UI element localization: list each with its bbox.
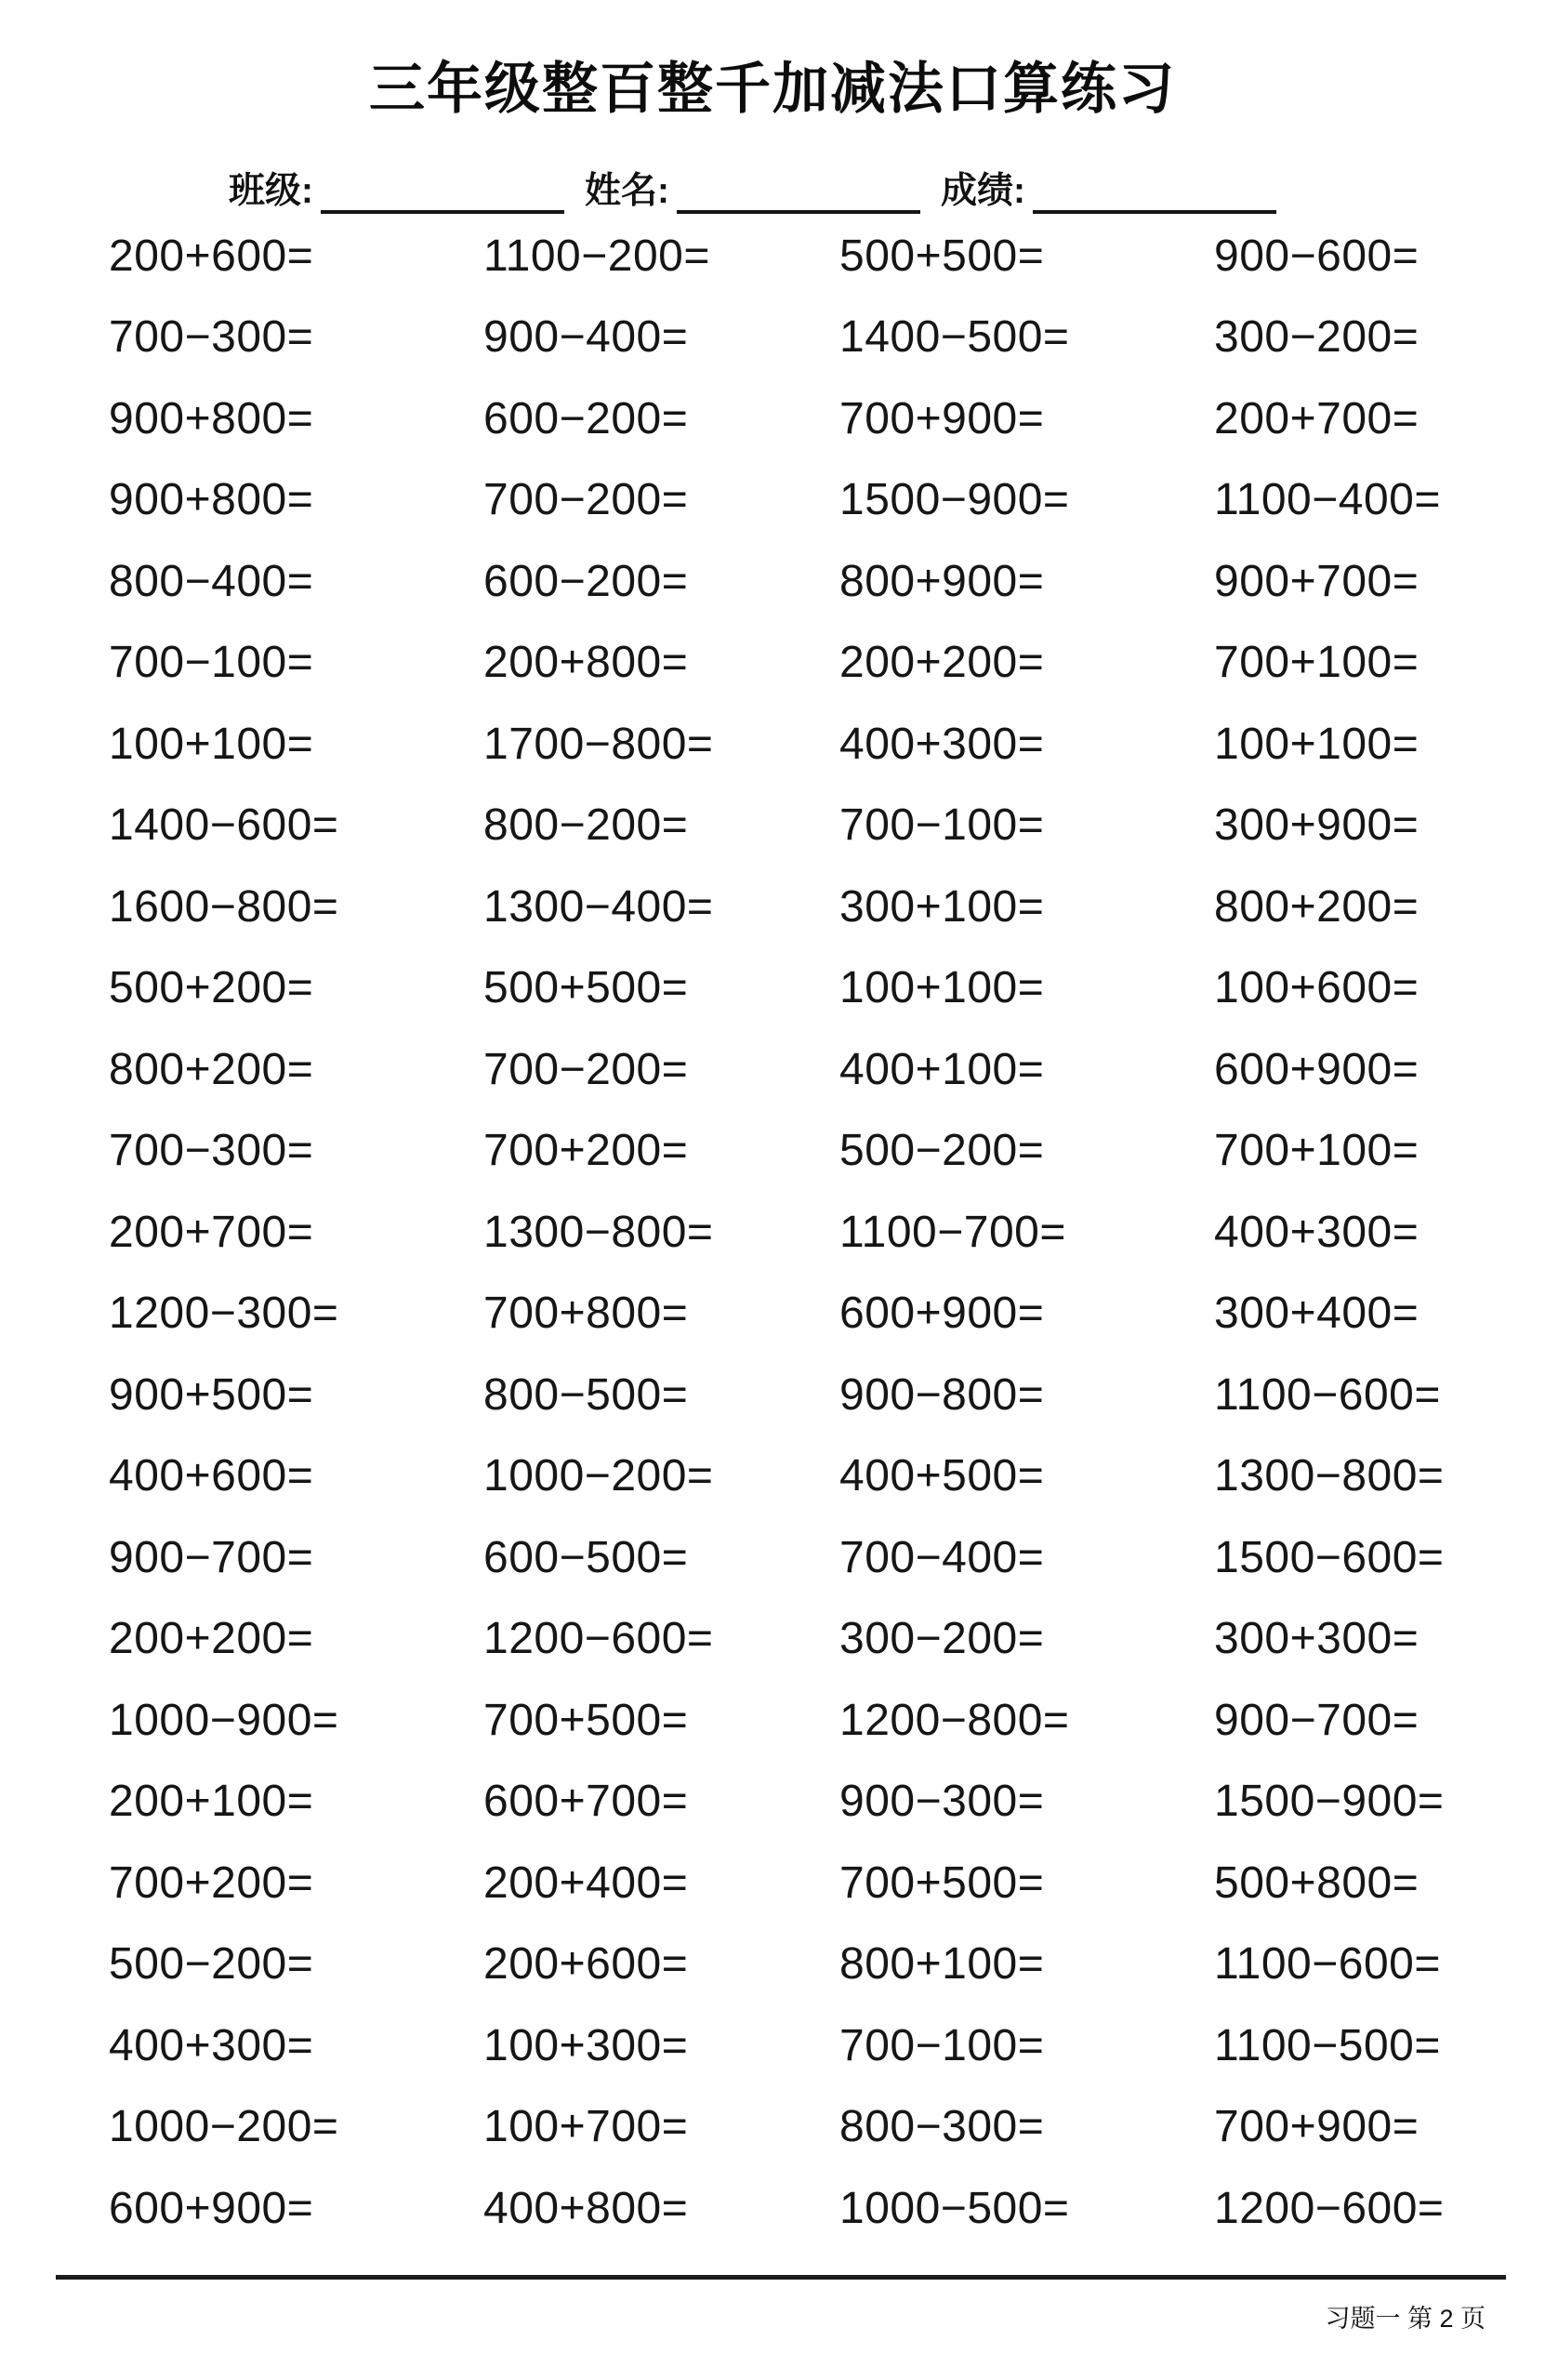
math-problem: 1100−600= (1214, 1369, 1441, 1420)
math-problem: 400+300= (109, 2020, 314, 2070)
math-problem: 700−300= (109, 312, 314, 363)
math-problem: 700+200= (483, 1126, 689, 1176)
math-problem: 100+100= (839, 963, 1045, 1013)
math-problem: 500+200= (109, 963, 314, 1013)
math-problem: 800+100= (839, 1939, 1045, 1990)
name-label: 姓名: (585, 171, 669, 211)
math-problem: 200+200= (109, 1614, 314, 1664)
student-info-header (229, 170, 1276, 214)
math-problem: 900−700= (1214, 1695, 1420, 1745)
math-problem: 600+900= (1214, 1044, 1420, 1094)
math-problem: 1100−600= (1214, 1939, 1441, 1990)
math-problem: 200+200= (839, 638, 1045, 688)
math-problem: 1500−900= (1214, 1777, 1445, 1827)
math-problem: 400+300= (839, 719, 1045, 769)
math-problem: 100+100= (109, 719, 314, 769)
math-problem: 1000−900= (109, 1695, 339, 1745)
math-problem: 1700−800= (483, 719, 714, 769)
math-problem: 800−500= (483, 1369, 689, 1420)
math-problem: 1500−600= (1214, 1532, 1445, 1582)
math-problem: 1100−200= (483, 231, 710, 281)
worksheet-title: 三年级整百整千加减法口算练习 (369, 58, 1176, 120)
math-problem: 700−100= (109, 638, 314, 688)
math-problem: 700−200= (483, 475, 689, 525)
math-problem: 800+900= (839, 556, 1045, 606)
math-problem: 1300−400= (483, 881, 714, 932)
class-blank-line (321, 173, 564, 214)
math-problem: 300+400= (1214, 1289, 1420, 1339)
name-blank-line (677, 173, 920, 214)
math-problem: 300−200= (839, 1614, 1045, 1664)
page-number: 习题一 第 2 页 (1325, 2305, 1486, 2333)
math-problem: 100+300= (483, 2020, 689, 2070)
math-problem: 700+900= (1214, 2102, 1420, 2152)
math-problem: 1300−800= (1214, 1451, 1445, 1501)
math-problem: 1000−200= (483, 1451, 714, 1501)
problems-grid (109, 216, 1530, 2250)
class-label: 班级: (229, 171, 313, 211)
math-problem: 100+700= (483, 2102, 689, 2152)
math-problem: 800+200= (109, 1044, 314, 1094)
math-problem: 600+900= (839, 1289, 1045, 1339)
math-problem: 700+900= (839, 393, 1045, 443)
math-problem: 300+900= (1214, 800, 1420, 851)
math-problem: 600+700= (483, 1777, 689, 1827)
math-problem: 400+300= (1214, 1207, 1420, 1257)
math-problem: 600+900= (109, 2183, 314, 2233)
math-problem: 1000−200= (109, 2102, 339, 2152)
math-problem: 900−400= (483, 312, 689, 363)
math-problem: 100+100= (1214, 719, 1420, 769)
math-problem: 900+700= (1214, 556, 1420, 606)
math-problem: 1300−800= (483, 1207, 714, 1257)
math-problem: 500−200= (839, 1126, 1045, 1176)
math-problem: 700−200= (483, 1044, 689, 1094)
math-problem: 700−100= (839, 2020, 1045, 2070)
math-problem: 100+600= (1214, 963, 1420, 1013)
math-problem: 200+100= (109, 1777, 314, 1827)
math-problem: 200+700= (1214, 393, 1420, 443)
math-problem: 1200−600= (483, 1614, 714, 1664)
math-problem: 900−300= (839, 1777, 1045, 1827)
math-problem: 1400−500= (839, 312, 1070, 363)
math-problem: 1200−300= (109, 1289, 339, 1339)
math-problem: 700−100= (839, 800, 1045, 851)
math-problem: 700+500= (483, 1695, 689, 1745)
math-problem: 400+800= (483, 2183, 689, 2233)
math-problem: 200+700= (109, 1207, 314, 1257)
math-problem: 200+600= (483, 1939, 689, 1990)
math-problem: 1400−600= (109, 800, 339, 851)
math-problem: 300−200= (1214, 312, 1420, 363)
math-problem: 1600−800= (109, 881, 339, 932)
math-problem: 800−300= (839, 2102, 1045, 2152)
math-problem: 700+800= (483, 1289, 689, 1339)
math-problem: 1200−600= (1214, 2183, 1445, 2233)
math-problem: 200+800= (483, 638, 689, 688)
math-problem: 700+100= (1214, 1126, 1420, 1176)
math-problem: 1000−500= (839, 2183, 1070, 2233)
math-problem: 800−200= (483, 800, 689, 851)
math-problem: 600−200= (483, 556, 689, 606)
math-problem: 400+600= (109, 1451, 314, 1501)
math-problem: 800+200= (1214, 881, 1420, 932)
math-problem: 500−200= (109, 1939, 314, 1990)
math-problem: 700+200= (109, 1858, 314, 1908)
math-problem: 600−500= (483, 1532, 689, 1582)
math-problem: 300+300= (1214, 1614, 1420, 1664)
math-problem: 700−400= (839, 1532, 1045, 1582)
math-problem: 400+500= (839, 1451, 1045, 1501)
math-problem: 500+500= (483, 963, 689, 1013)
math-problem: 500+800= (1214, 1858, 1420, 1908)
math-problem: 1200−800= (839, 1695, 1070, 1745)
math-problem: 200+600= (109, 231, 314, 281)
math-problem: 1500−900= (839, 475, 1070, 525)
math-problem: 900−800= (839, 1369, 1045, 1420)
math-problem: 500+500= (839, 231, 1045, 281)
score-blank-line (1033, 173, 1276, 214)
math-problem: 1100−500= (1214, 2020, 1441, 2070)
math-problem: 900−700= (109, 1532, 314, 1582)
math-problem: 1100−400= (1214, 475, 1441, 525)
score-label: 成绩: (941, 171, 1025, 211)
math-problem: 700+100= (1214, 638, 1420, 688)
math-problem: 900+500= (109, 1369, 314, 1420)
footer-divider-line (56, 2275, 1506, 2280)
math-problem: 900+800= (109, 393, 314, 443)
math-problem: 700−300= (109, 1126, 314, 1176)
math-problem: 300+100= (839, 881, 1045, 932)
math-problem: 800−400= (109, 556, 314, 606)
math-problem: 900−600= (1214, 231, 1420, 281)
math-problem: 900+800= (109, 475, 314, 525)
math-problem: 600−200= (483, 393, 689, 443)
math-problem: 700+500= (839, 1858, 1045, 1908)
math-problem: 200+400= (483, 1858, 689, 1908)
math-problem: 400+100= (839, 1044, 1045, 1094)
math-problem: 1100−700= (839, 1207, 1066, 1257)
